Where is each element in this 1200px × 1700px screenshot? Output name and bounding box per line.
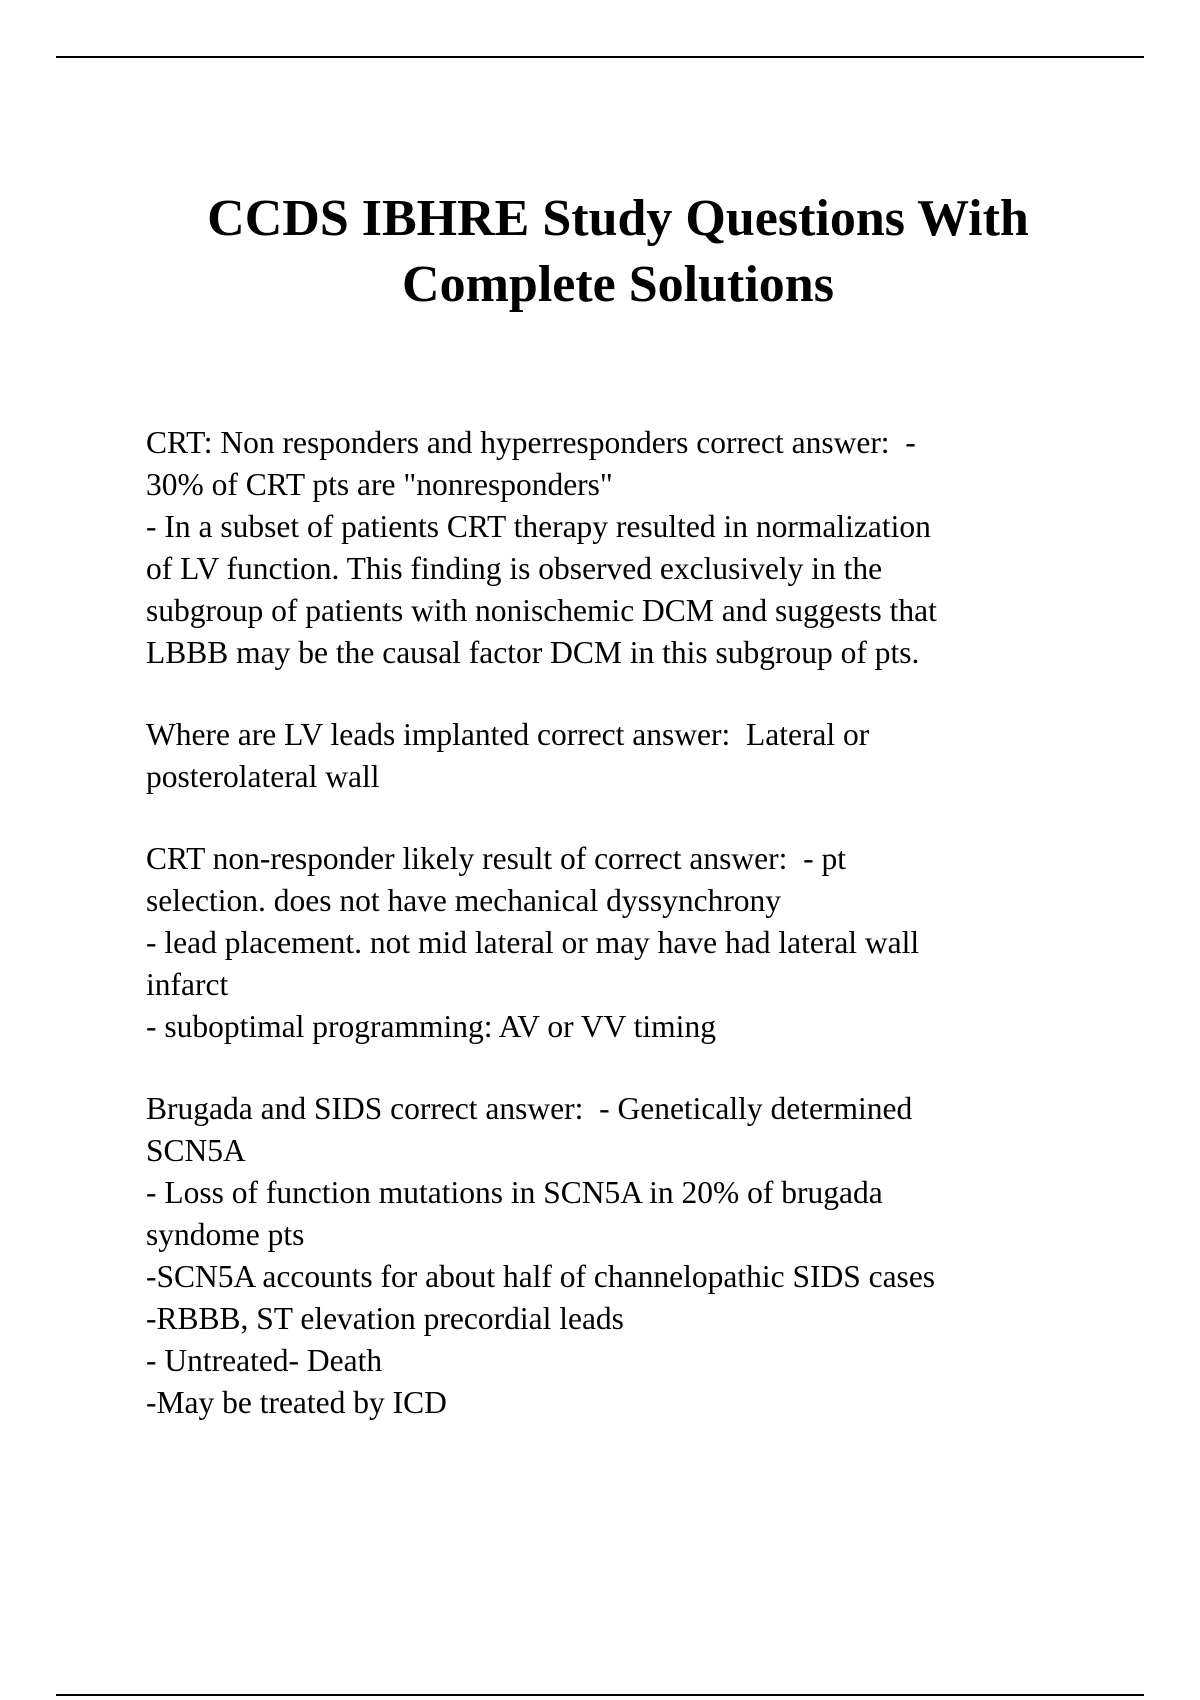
qa-entry-crt-responders <box>146 422 1086 674</box>
text-line: infarct <box>146 967 229 1002</box>
title-line-1: CCDS IBHRE Study Questions With <box>207 190 1029 247</box>
text-line: -SCN5A accounts for about half of channelopathic SIDS cases <box>146 1259 936 1294</box>
qa-entry-crt-non-responder <box>146 838 1086 1048</box>
text-line: Where are LV leads implanted correct answer: Lateral or <box>146 717 870 752</box>
text-line: - suboptimal programming: AV or VV timing <box>146 1009 716 1044</box>
text-line: Brugada and SIDS correct answer: - Genetically determined <box>146 1091 913 1126</box>
header-rule <box>56 56 1144 58</box>
text-line: subgroup of patients with nonischemic DCM and suggests that <box>146 593 937 628</box>
text-line: posterolateral wall <box>146 759 380 794</box>
text-line: - Loss of function mutations in SCN5A in 20% of brugada <box>146 1175 883 1210</box>
text-line: of LV function. This finding is observed exclusively in the <box>146 551 883 586</box>
text-line: -May be treated by ICD <box>146 1385 447 1420</box>
title-line-2: Complete Solutions <box>402 256 834 313</box>
text-line: 30% of CRT pts are "nonresponders" <box>146 467 613 502</box>
qa-entry-brugada-sids <box>146 1088 1086 1424</box>
text-line: - lead placement. not mid lateral or may have had lateral wall <box>146 925 920 960</box>
document-body <box>146 422 1086 1464</box>
footer-rule <box>56 1694 1144 1696</box>
text-line: -RBBB, ST elevation precordial leads <box>146 1301 624 1336</box>
text-line: - Untreated- Death <box>146 1343 383 1378</box>
text-line: CRT: Non responders and hyperresponders correct answer: - <box>146 425 916 460</box>
text-line: syndome pts <box>146 1217 305 1252</box>
text-line: - In a subset of patients CRT therapy resulted in normalization <box>146 509 931 544</box>
text-line: selection. does not have mechanical dyssynchrony <box>146 883 782 918</box>
text-line: LBBB may be the causal factor DCM in this subgroup of pts. <box>146 635 920 670</box>
text-line: SCN5A <box>146 1133 246 1168</box>
text-line: CRT non-responder likely result of correct answer: - pt <box>146 841 846 876</box>
page-title <box>0 186 1200 318</box>
qa-entry-lv-leads <box>146 714 1086 798</box>
